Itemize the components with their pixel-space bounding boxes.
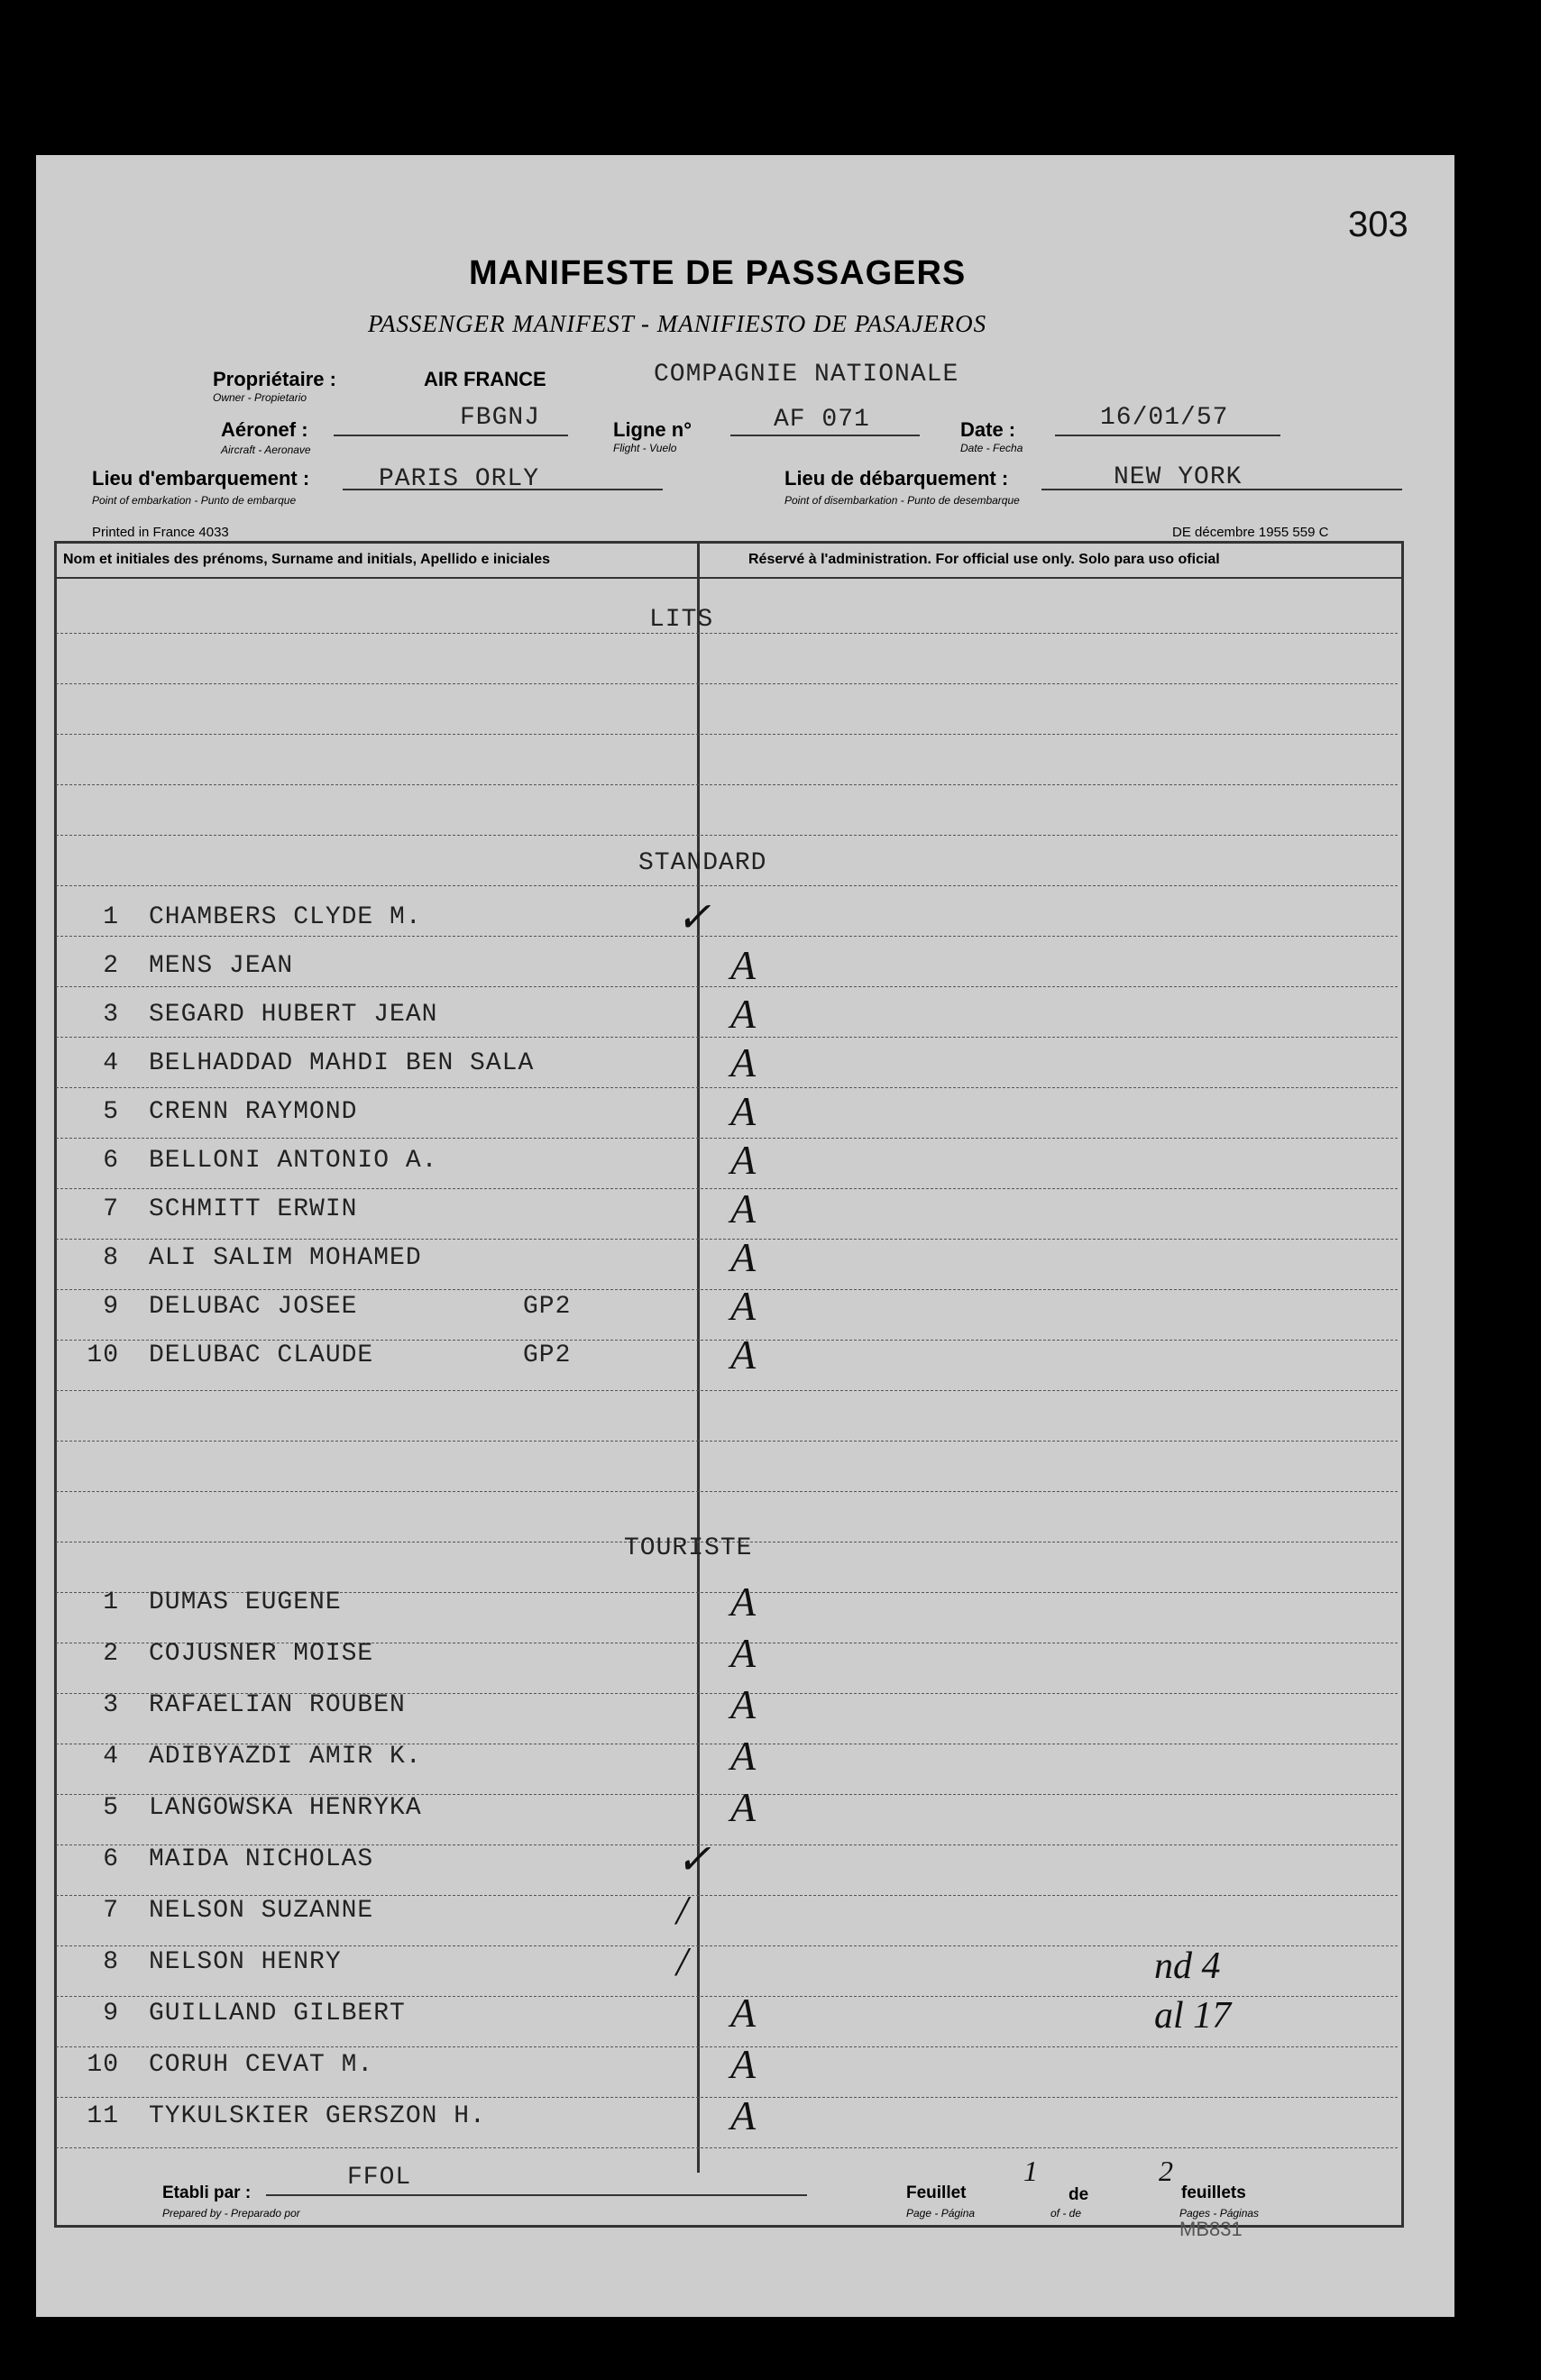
tourist-row-mark: / <box>676 1887 688 1933</box>
standard-row-number: 5 <box>103 1098 119 1126</box>
header-divider <box>54 577 1401 579</box>
standard-row-number: 7 <box>103 1195 119 1223</box>
tourist-row-name: NELSON SUZANNE <box>149 1897 374 1925</box>
standard-row-name: SEGARD HUBERT JEAN <box>149 1001 438 1029</box>
standard-row-number: 4 <box>103 1049 119 1077</box>
date-sublabel: Date - Fecha <box>960 442 1023 454</box>
owner-label: Propriétaire : <box>213 368 336 390</box>
row-rule <box>56 1441 1398 1442</box>
standard-row-extra: GP2 <box>523 1293 572 1321</box>
owner-sublabel: Owner - Propietario <box>213 391 307 404</box>
tourist-row-number: 5 <box>103 1794 119 1822</box>
tourist-row-name: RAFAELIAN ROUBEN <box>149 1691 406 1719</box>
standard-row-mark: A <box>730 1283 757 1329</box>
standard-row-mark: A <box>730 1137 757 1183</box>
tourist-row-mark: A <box>730 1784 757 1830</box>
page-number: 303 <box>1348 205 1408 244</box>
flight-underline <box>730 435 920 436</box>
aircraft-sublabel: Aircraft - Aeronave <box>221 444 311 456</box>
section-lits: LITS <box>649 606 714 634</box>
handwritten-note-1: nd 4 <box>1154 1945 1221 1987</box>
tourist-row-number: 11 <box>87 2102 119 2130</box>
handwritten-note-2: al 17 <box>1154 1995 1232 2037</box>
row-rule <box>56 1895 1398 1896</box>
tourist-row-mark: A <box>730 2041 757 2087</box>
date-underline <box>1055 435 1280 436</box>
tourist-row-number: 3 <box>103 1691 119 1719</box>
standard-row-name: DELUBAC JOSEE <box>149 1293 358 1321</box>
row-rule <box>56 1239 1398 1240</box>
row-rule <box>56 1138 1398 1139</box>
standard-row-number: 10 <box>87 1341 119 1369</box>
disembark-sublabel: Point of disembarkation - Punto de desembarque <box>784 494 1020 507</box>
flight-value: AF 071 <box>774 406 870 434</box>
section-standard: STANDARD <box>638 849 767 877</box>
disembark-label: Lieu de débarquement : <box>784 467 1009 490</box>
tourist-row-mark: A <box>730 2092 757 2138</box>
sheet-value: 1 <box>1023 2155 1038 2187</box>
aircraft-value: FBGNJ <box>460 404 541 432</box>
row-rule <box>56 683 1398 684</box>
section-touriste: TOURISTE <box>624 1534 753 1562</box>
tourist-row-name: COJUSNER MOISE <box>149 1640 374 1668</box>
date-value: 16/01/57 <box>1100 404 1229 432</box>
row-rule <box>56 1037 1398 1038</box>
column-divider <box>697 541 700 2173</box>
standard-row-name: SCHMITT ERWIN <box>149 1195 358 1223</box>
tourist-row-mark: A <box>730 1733 757 1779</box>
stamp: MB831 <box>1179 2218 1243 2240</box>
standard-row-name: CRENN RAYMOND <box>149 1098 358 1126</box>
row-rule <box>56 835 1398 836</box>
col-left-header: Nom et initiales des prénoms, Surname and initials, Apellido e iniciales <box>63 552 550 567</box>
standard-row-name: BELLONI ANTONIO A. <box>149 1147 438 1175</box>
tourist-row-name: GUILLAND GILBERT <box>149 2000 406 2028</box>
standard-row-mark: A <box>730 991 757 1037</box>
standard-row-mark: ✓ <box>676 894 711 940</box>
standard-row-name: ALI SALIM MOHAMED <box>149 1244 422 1272</box>
date-label: Date : <box>960 418 1016 441</box>
manifest-sheet <box>36 155 1454 2317</box>
row-rule <box>56 734 1398 735</box>
standard-row-mark: A <box>730 1185 757 1231</box>
sheet-pages-label: feuillets <box>1181 2183 1246 2202</box>
sheet-of-label: de <box>1069 2185 1089 2204</box>
standard-row-name: BELHADDAD MAHDI BEN SALA <box>149 1049 535 1077</box>
row-rule <box>56 986 1398 987</box>
printed-right: DE décembre 1955 559 C <box>1172 525 1329 540</box>
standard-row-mark: A <box>730 1088 757 1134</box>
embark-sublabel: Point of embarkation - Punto de embarque <box>92 494 297 507</box>
tourist-row-number: 10 <box>87 2051 119 2079</box>
row-rule <box>56 1087 1398 1088</box>
row-rule <box>56 2046 1398 2047</box>
row-rule <box>56 2097 1398 2098</box>
printed-left: Printed in France 4033 <box>92 525 229 540</box>
row-rule <box>56 885 1398 886</box>
row-rule <box>56 936 1398 937</box>
standard-row-number: 9 <box>103 1293 119 1321</box>
tourist-row-number: 8 <box>103 1948 119 1976</box>
standard-row-name: CHAMBERS CLYDE M. <box>149 903 422 931</box>
owner-typed: COMPAGNIE NATIONALE <box>654 361 959 389</box>
tourist-row-mark: A <box>730 1579 757 1625</box>
standard-row-number: 8 <box>103 1244 119 1272</box>
flight-label: Ligne n° <box>613 418 693 441</box>
col-right-header: Réservé à l'administration. For official use only. Solo para uso oficial <box>748 552 1220 567</box>
standard-row-mark: A <box>730 1234 757 1280</box>
standard-row-number: 6 <box>103 1147 119 1175</box>
row-rule <box>56 2147 1398 2148</box>
standard-row-number: 2 <box>103 952 119 980</box>
sheet-label: Feuillet <box>906 2183 967 2202</box>
tourist-row-number: 1 <box>103 1588 119 1616</box>
tourist-row-name: MAIDA NICHOLAS <box>149 1845 374 1873</box>
owner-printed: AIR FRANCE <box>424 368 546 390</box>
standard-row-extra: GP2 <box>523 1341 572 1369</box>
sheet-of-sublabel: of - de <box>1050 2207 1082 2220</box>
disembark-value: NEW YORK <box>1114 463 1243 491</box>
flight-sublabel: Flight - Vuelo <box>613 442 677 454</box>
row-rule <box>56 1340 1398 1341</box>
tourist-row-number: 2 <box>103 1640 119 1668</box>
tourist-row-mark: A <box>730 1990 757 2036</box>
tourist-row-name: ADIBYAZDI AMIR K. <box>149 1743 422 1771</box>
prepared-by-label: Etabli par : <box>162 2183 252 2202</box>
tourist-row-name: LANGOWSKA HENRYKA <box>149 1794 422 1822</box>
row-rule <box>56 1390 1398 1391</box>
tourist-row-number: 6 <box>103 1845 119 1873</box>
tourist-row-mark: A <box>730 1681 757 1727</box>
document-title: MANIFESTE DE PASSAGERS <box>469 254 967 292</box>
row-rule <box>56 1289 1398 1290</box>
tourist-row-name: CORUH CEVAT M. <box>149 2051 374 2079</box>
row-rule <box>56 1188 1398 1189</box>
disembark-underline <box>1041 489 1402 490</box>
embark-value: PARIS ORLY <box>379 465 540 493</box>
embark-label: Lieu d'embarquement : <box>92 467 310 490</box>
tourist-row-mark: A <box>730 1630 757 1676</box>
sheet-sublabel: Page - Página <box>906 2207 976 2220</box>
row-rule <box>56 633 1398 634</box>
tourist-row-number: 4 <box>103 1743 119 1771</box>
standard-row-name: MENS JEAN <box>149 952 294 980</box>
tourist-row-mark: ✓ <box>676 1836 711 1882</box>
standard-row-number: 3 <box>103 1001 119 1029</box>
standard-row-mark: A <box>730 1332 757 1378</box>
sheet-pages-sublabel: Pages - Páginas <box>1179 2207 1260 2220</box>
tourist-row-name: NELSON HENRY <box>149 1948 342 1976</box>
tourist-row-name: TYKULSKIER GERSZON H. <box>149 2102 486 2130</box>
standard-row-number: 1 <box>103 903 119 931</box>
tourist-row-number: 9 <box>103 2000 119 2028</box>
document-subtitle: PASSENGER MANIFEST - MANIFIESTO DE PASAJEROS <box>368 310 987 337</box>
tourist-row-mark: / <box>676 1938 688 1984</box>
prepared-by-underline <box>266 2194 807 2196</box>
aircraft-label: Aéronef : <box>221 418 308 441</box>
standard-row-mark: A <box>730 942 757 988</box>
row-rule <box>56 784 1398 785</box>
tourist-row-name: DUMAS EUGENE <box>149 1588 342 1616</box>
prepared-by-value: FFOL <box>347 2164 412 2192</box>
embark-underline <box>343 489 663 490</box>
aircraft-underline <box>334 435 568 436</box>
standard-row-name: DELUBAC CLAUDE <box>149 1341 374 1369</box>
tourist-row-number: 7 <box>103 1897 119 1925</box>
standard-row-mark: A <box>730 1039 757 1085</box>
sheet-total: 2 <box>1159 2155 1173 2187</box>
row-rule <box>56 1491 1398 1492</box>
prepared-by-sublabel: Prepared by - Preparado por <box>162 2207 300 2220</box>
